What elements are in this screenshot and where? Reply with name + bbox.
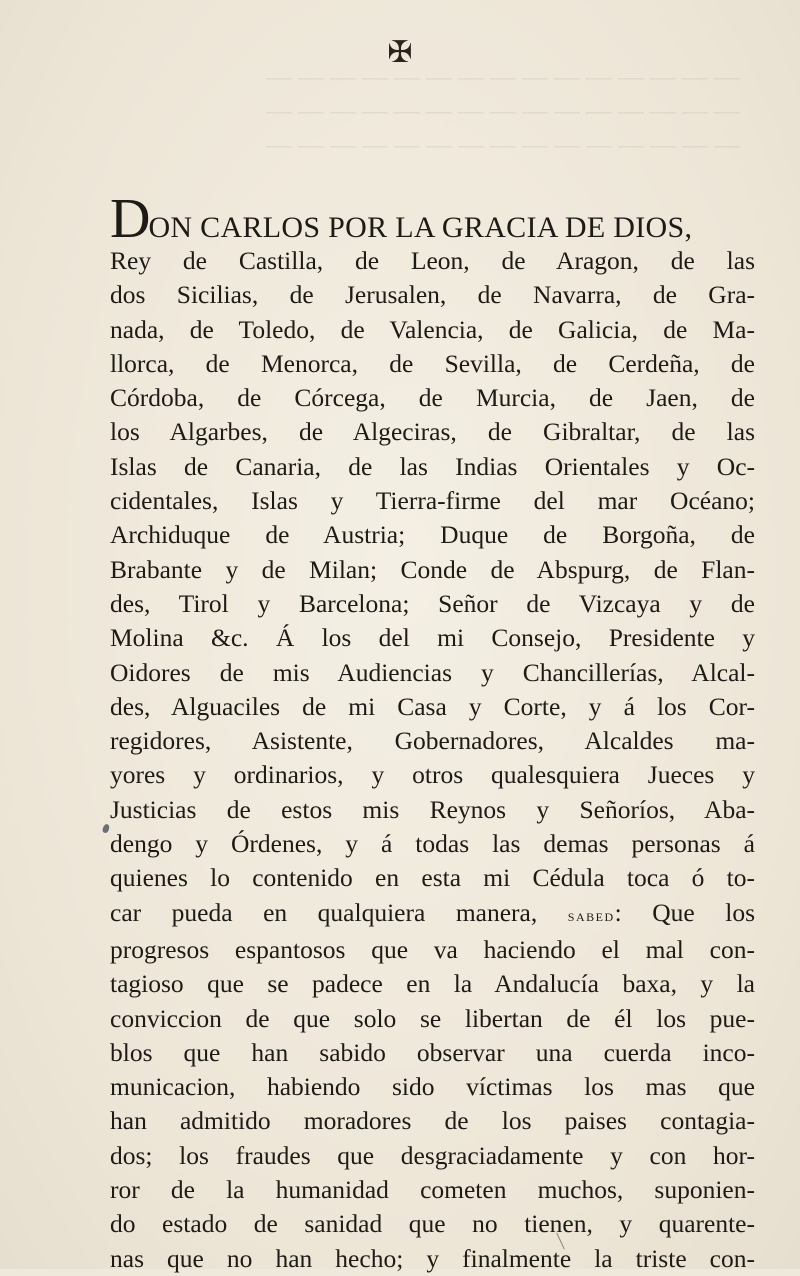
text-line: des, Tirol y Barcelona; Señor de Vizcaya y de — [110, 588, 755, 618]
maltese-cross-icon: ✠ — [387, 36, 413, 69]
text-line: dengo y Órdenes, y á todas las demas personas á — [110, 829, 755, 859]
opening-line-rest: ON CARLOS POR LA GRACIA DE DIOS, — [148, 211, 693, 244]
text-line-sabed — [110, 896, 755, 933]
text-line: Oidores de mis Audiencias y Chancillerías, Alcal- — [110, 657, 755, 687]
text-line: Rey de Castilla, de Leon, de Aragon, de las — [110, 246, 755, 275]
text-line: llorca, de Menorca, de Sevilla, de Cerdeña, de — [110, 348, 755, 378]
text-line: blos que han sabido observar una cuerda inco- — [110, 1037, 755, 1067]
text-line: yores y ordinarios, y otros qualesquiera Jueces y — [110, 760, 755, 790]
sabed-word: sabed — [567, 905, 615, 925]
initial-letter: D — [110, 188, 149, 250]
text-line: dos; los fraudes que desgraciadamente y con hor- — [110, 1140, 755, 1170]
text-line: nada, de Toledo, de Valencia, de Galicia, de Ma- — [110, 314, 755, 344]
text-line: Molina &c. Á los del mi Consejo, Presidente y — [110, 623, 755, 653]
text-line: quienes lo contenido en esta mi Cédula toca ó to- — [110, 863, 755, 893]
text-line: han admitido moradores de los paises contagia- — [110, 1106, 755, 1136]
text-line: tagioso que se padece en la Andalucía baxa, y la — [110, 969, 755, 999]
decree-text — [110, 188, 755, 1276]
text-line: dos Sicilias, de Jerusalen, de Navarra, de Gra- — [110, 280, 755, 310]
text-line: progresos espantosos que va haciendo el mal con- — [110, 934, 755, 964]
text-line: Córdoba, de Córcega, de Murcia, de Jaen, de — [110, 383, 755, 413]
text-line: nas que no han hecho; y finalmente la triste con- — [110, 1243, 755, 1273]
text-line: regidores, Asistente, Gobernadores, Alcaldes ma- — [110, 726, 755, 756]
bleed-through-texture: ——————————————— ——————————————— ——————————————— — [260, 62, 740, 159]
text-line: des, Alguaciles de mi Casa y Corte, y á los Cor- — [110, 691, 755, 721]
text-line: Islas de Canaria, de las Indias Orientales y Oc- — [110, 451, 755, 481]
opening-line — [110, 188, 755, 250]
sabed-line-after: : Que los — [614, 897, 755, 927]
text-line: do estado de sanidad que no tienen, y quarente- — [110, 1209, 755, 1239]
text-line: ror de la humanidad cometen muchos, suponien- — [110, 1175, 755, 1205]
text-line: Justicias de estos mis Reynos y Señoríos, Aba- — [110, 794, 755, 824]
text-line: Archiduque de Austria; Duque de Borgoña, de — [110, 520, 755, 550]
text-line: conviccion de que solo se libertan de él los pue- — [110, 1003, 755, 1033]
text-line: los Algarbes, de Algeciras, de Gibraltar, de las — [110, 417, 755, 447]
text-line: municacion, habiendo sido víctimas los mas que — [110, 1072, 755, 1102]
text-line: cidentales, Islas y Tierra-firme del mar Océano; — [110, 486, 755, 516]
sabed-line-before: car pueda en qualquiera manera, — [110, 897, 538, 927]
text-line: Brabante y de Milan; Conde de Abspurg, de Flan- — [110, 554, 755, 584]
